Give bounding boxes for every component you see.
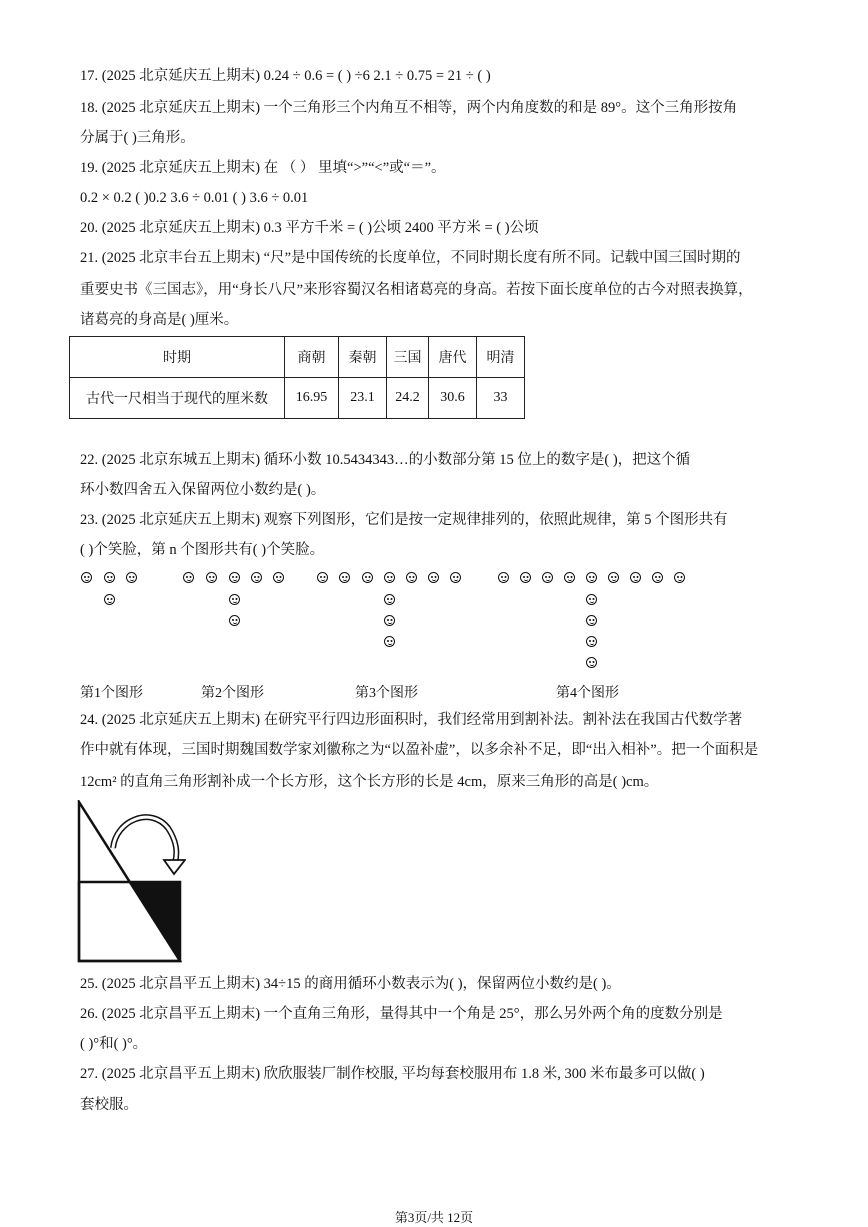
- smiley-face-icon: [104, 572, 115, 583]
- smiley-face-icon: [498, 572, 509, 583]
- smiley-face-icon: [586, 594, 597, 605]
- triangle-cut-and-fill-diagram: [76, 800, 186, 964]
- smiley-face-icon: [229, 594, 240, 605]
- smiley-face-icon: [586, 636, 597, 647]
- question-26-line1: 26. (2025 北京昌平五上期末) 一个直角三角形，量得其中一个角是 25°，那么另外两个角的度数分别是: [80, 1006, 723, 1022]
- smiley-face-icon: [384, 594, 395, 605]
- smiley-face-icon: [251, 572, 262, 583]
- question-22-line2: 环小数四舍五入保留两位小数约是( )。: [80, 482, 326, 498]
- table-header-cell: 时期: [70, 337, 285, 378]
- figure-label-2: 第2个图形: [201, 686, 264, 701]
- smiley-pattern-figures: [0, 568, 868, 678]
- smiley-face-icon: [608, 572, 619, 583]
- smiley-face-icon: [183, 572, 194, 583]
- question-23-line1: 23. (2025 北京延庆五上期末) 观察下列图形，它们是按一定规律排列的，依照此规律，第 5 个图形共有: [80, 512, 728, 528]
- smiley-face-icon: [384, 615, 395, 626]
- smiley-face-icon: [206, 572, 217, 583]
- smiley-face-icon: [339, 572, 350, 583]
- question-19-line2: 0.2 × 0.2 ( )0.2 3.6 ÷ 0.01 ( ) 3.6 ÷ 0.01: [80, 190, 309, 206]
- length-unit-table: [69, 336, 525, 419]
- question-19-line1: 19. (2025 北京延庆五上期末) 在 （ ） 里填“>”“<”或“＝”。: [80, 160, 446, 176]
- table-header-cell: 三国: [387, 337, 429, 378]
- table-cell: 24.2: [387, 378, 429, 419]
- smiley-face-icon: [229, 615, 240, 626]
- question-22-line1: 22. (2025 北京东城五上期末) 循环小数 10.5434343…的小数部分第 15 位上的数字是( )，把这个循: [80, 452, 691, 468]
- question-20: 20. (2025 北京延庆五上期末) 0.3 平方千米 = ( )公顷 2400 平方米 = ( )公顷: [80, 220, 539, 236]
- smiley-face-icon: [586, 657, 597, 668]
- page-footer: 第3页/共 12页: [394, 1210, 474, 1225]
- question-27-line2: 套校服。: [80, 1097, 138, 1113]
- question-18-line1: 18. (2025 北京延庆五上期末) 一个三角形三个内角互不相等，两个内角度数的和是 89°。这个三角形按角: [80, 100, 738, 116]
- figure-label-4: 第4个图形: [556, 686, 619, 701]
- table-row: [70, 337, 525, 378]
- smiley-face-icon: [450, 572, 461, 583]
- table-cell: 23.1: [339, 378, 387, 419]
- curved-arrow-outline: [113, 817, 176, 862]
- table-cell: 古代一尺相当于现代的厘米数: [70, 378, 285, 419]
- smiley-face-icon: [81, 572, 92, 583]
- question-21-line2: 重要史书《三国志》，用“身长八尺”来形容蜀汉名相诸葛亮的身高。若按下面长度单位的古今对照表换算，: [80, 282, 753, 298]
- question-21-line3: 诸葛亮的身高是( )厘米。: [80, 312, 239, 328]
- smiley-face-icon: [362, 572, 373, 583]
- smiley-face-icon: [520, 572, 531, 583]
- question-26-line2: ( )°和( )°。: [80, 1036, 148, 1052]
- table-row: [70, 378, 525, 419]
- smiley-face-icon: [586, 572, 597, 583]
- question-17: 17. (2025 北京延庆五上期末) 0.24 ÷ 0.6 = ( ) ÷6 2.1 ÷ 0.75 = 21 ÷ ( ): [80, 68, 491, 84]
- figure-label-1: 第1个图形: [80, 686, 143, 701]
- smiley-face-icon: [586, 615, 597, 626]
- smiley-face-icon: [384, 636, 395, 647]
- smiley-face-icon: [229, 572, 240, 583]
- arrow-head-icon: [164, 860, 185, 874]
- smiley-face-icon: [126, 572, 137, 583]
- table-cell: 16.95: [285, 378, 339, 419]
- smiley-face-icon: [630, 572, 641, 583]
- question-24-line1: 24. (2025 北京延庆五上期末) 在研究平行四边形面积时，我们经常用到割补法。割补法在我国古代数学著: [80, 712, 743, 728]
- table-header-cell: 唐代: [429, 337, 477, 378]
- table-cell: 30.6: [429, 378, 477, 419]
- question-24-line3: 12cm² 的直角三角形割补成一个长方形，这个长方形的长是 4cm，原来三角形的高是( )cm。: [80, 774, 659, 790]
- question-23-line2: ( )个笑脸，第 n 个图形共有( )个笑脸。: [80, 542, 325, 558]
- table-header-cell: 商朝: [285, 337, 339, 378]
- smiley-face-icon: [406, 572, 417, 583]
- smiley-face-icon: [428, 572, 439, 583]
- question-21-line1: 21. (2025 北京丰台五上期末) “尺”是中国传统的长度单位，不同时期长度有所不同。记载中国三国时期的: [80, 250, 741, 266]
- smiley-face-icon: [542, 572, 553, 583]
- smiley-face-icon: [273, 572, 284, 583]
- figure-label-3: 第3个图形: [355, 686, 418, 701]
- smiley-face-icon: [317, 572, 328, 583]
- question-24-line2: 作中就有体现，三国时期魏国数学家刘徽称之为“以盈补虚”，以多余补不足，即“出入相补”。把一个面积是: [80, 742, 759, 758]
- smiley-face-icon: [104, 594, 115, 605]
- table-header-cell: 秦朝: [339, 337, 387, 378]
- smiley-face-icon: [564, 572, 575, 583]
- question-25: 25. (2025 北京昌平五上期末) 34÷15 的商用循环小数表示为( )，保留两位小数约是( )。: [80, 976, 621, 992]
- smiley-face-icon: [652, 572, 663, 583]
- smiley-face-icon: [384, 572, 395, 583]
- smiley-face-icon: [674, 572, 685, 583]
- question-18-line2: 分属于( )三角形。: [80, 130, 195, 146]
- table-header-cell: 明清: [477, 337, 525, 378]
- question-27-line1: 27. (2025 北京昌平五上期末) 欣欣服装厂制作校服, 平均每套校服用布 1.8 米, 300 米布最多可以做( ): [80, 1066, 705, 1082]
- table-cell: 33: [477, 378, 525, 419]
